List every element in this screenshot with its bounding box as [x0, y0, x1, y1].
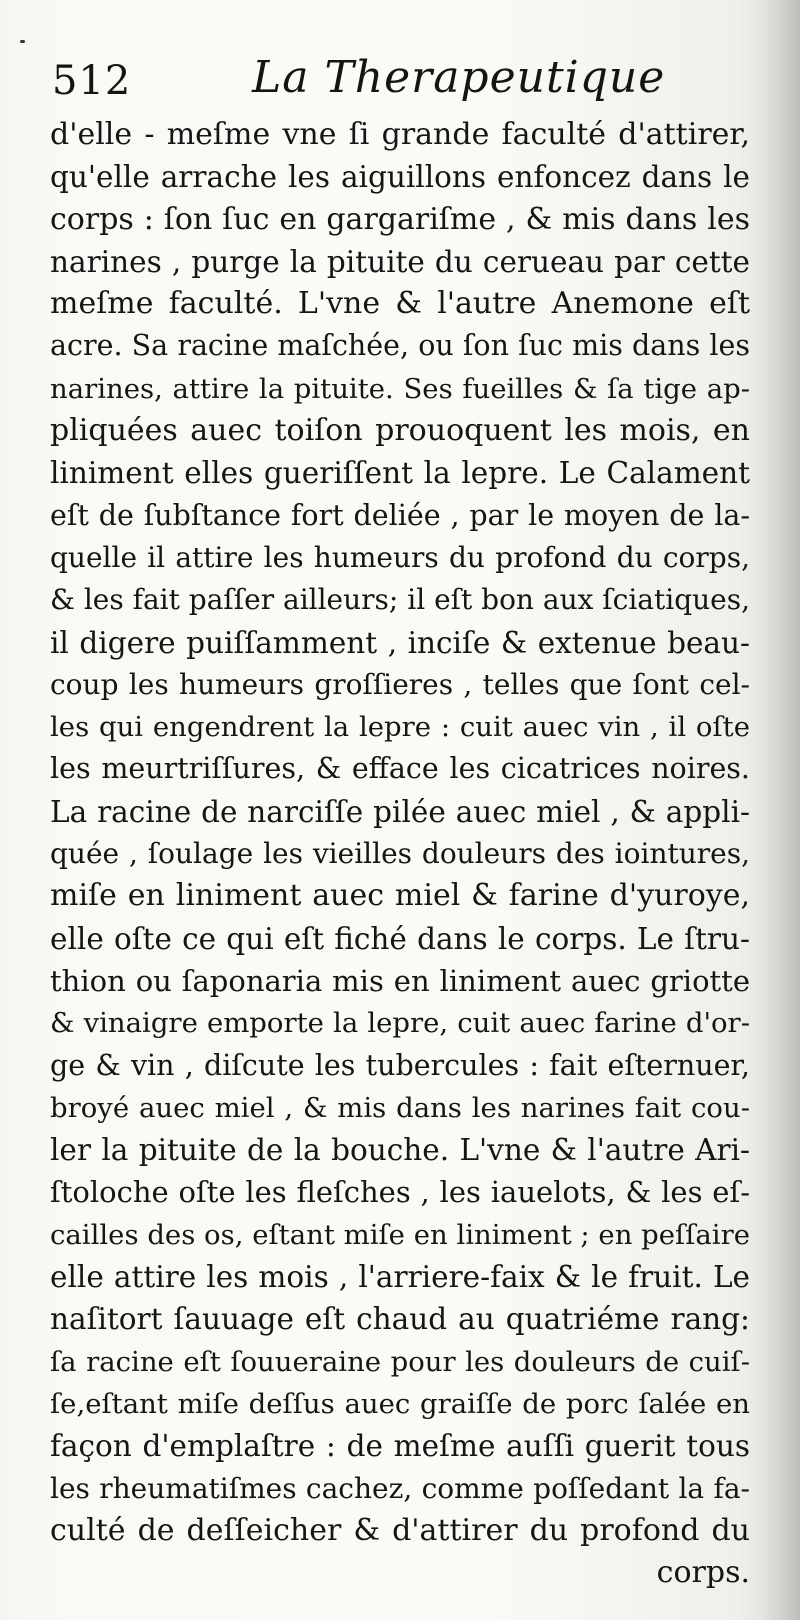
text-line: quelle il attire les humeurs du profond du corps,	[50, 540, 750, 574]
text-line: façon d'emplaſtre : de meſme auſſi guerit tous	[50, 1429, 750, 1464]
text-line: corps : ſon ſuc en gargariſme , & mis dans les	[50, 201, 750, 237]
text-line: qu'elle arrache les aiguillons enfoncez dans le	[50, 160, 750, 195]
text-line: quée , ſoulage les vieilles douleurs des iointures,	[50, 837, 750, 871]
text-line: miſe en liniment auec miel & farine d'yuroye,	[50, 878, 750, 914]
body-text	[50, 114, 750, 1594]
text-line: les meurtriſſures, & efface les cicatrices noires.	[50, 752, 750, 786]
text-line: pliquées auec toiſon prouoquent les mois, en	[50, 413, 750, 449]
text-line: & les fait paſſer ailleurs; il eſt bon aux ſciatiques,	[50, 583, 750, 617]
page-header	[52, 52, 752, 110]
text-line: coup les humeurs groſſieres , telles que ſont cel-	[50, 667, 750, 701]
text-line: acre. Sa racine maſchée, ou ſon ſuc mis dans les	[50, 329, 750, 363]
text-line: & vinaigre emporte la lepre, cuit auec farine d'or-	[50, 1007, 750, 1040]
text-line: elle oſte ce qui eſt fiché dans le corps. Le ſtru-	[50, 921, 750, 956]
ink-speck	[20, 40, 25, 43]
text-line: d'elle - meſme vne ſi grande faculté d'attirer,	[50, 117, 750, 152]
text-line: ler la pituite de la bouche. L'vne & l'autre Ari-	[50, 1133, 750, 1168]
text-line: eſt de ſubſtance fort deliée , par le moyen de la-	[50, 498, 750, 532]
gutter-shadow	[758, 0, 800, 1620]
text-line: ge & vin , diſcute les tubercules : fait eſternuer,	[50, 1048, 750, 1082]
text-line: les qui engendrent la lepre : cuit auec vin , il oſte	[50, 711, 750, 744]
text-line: broyé auec miel , & mis dans les narines fait cou-	[50, 1091, 750, 1124]
text-line: ſe,eſtant miſe deſſus auec graiſſe de porc ſalée en	[50, 1387, 750, 1420]
text-line: ſtoloche oſte les fleſches , les iauelots, & les eſ-	[50, 1175, 750, 1210]
text-line: culté de deſſeicher & d'attirer du profond du	[50, 1512, 750, 1548]
text-line: cailles des os, eſtant miſe en liniment ; en peſſaire	[50, 1218, 750, 1251]
text-line: les rheumatiſmes cachez, comme poſſedant la fa-	[50, 1471, 750, 1505]
text-line: La racine de narciſſe pilée auec miel , & appli-	[50, 794, 750, 829]
text-line: ſa racine eſt ſouueraine pour les douleurs de cuiſ-	[50, 1345, 750, 1378]
text-line: il digere puiſſamment , inciſe & extenue beau-	[50, 625, 750, 660]
text-line: thion ou ſaponaria mis en liniment auec griotte	[50, 963, 750, 998]
text-line: meſme faculté. L'vne & l'autre Anemone eſt	[50, 286, 750, 322]
text-line: liniment elles gueriſſent la lepre. Le Calament	[50, 456, 750, 491]
text-line: narines, attire la pituite. Ses fueilles & ſa tige ap-	[50, 372, 750, 405]
running-title: La Therapeutique	[252, 52, 666, 103]
page-number: 512	[52, 58, 132, 104]
text-line: narines , purge la pituite du cerueau par cette	[50, 244, 750, 279]
text-line: naſitort ſauuage eſt chaud au quatriéme rang:	[50, 1302, 750, 1337]
catchword: corps.	[656, 1555, 750, 1591]
text-line: elle attire les mois , l'arriere-faix & le fruit. Le	[50, 1260, 750, 1295]
